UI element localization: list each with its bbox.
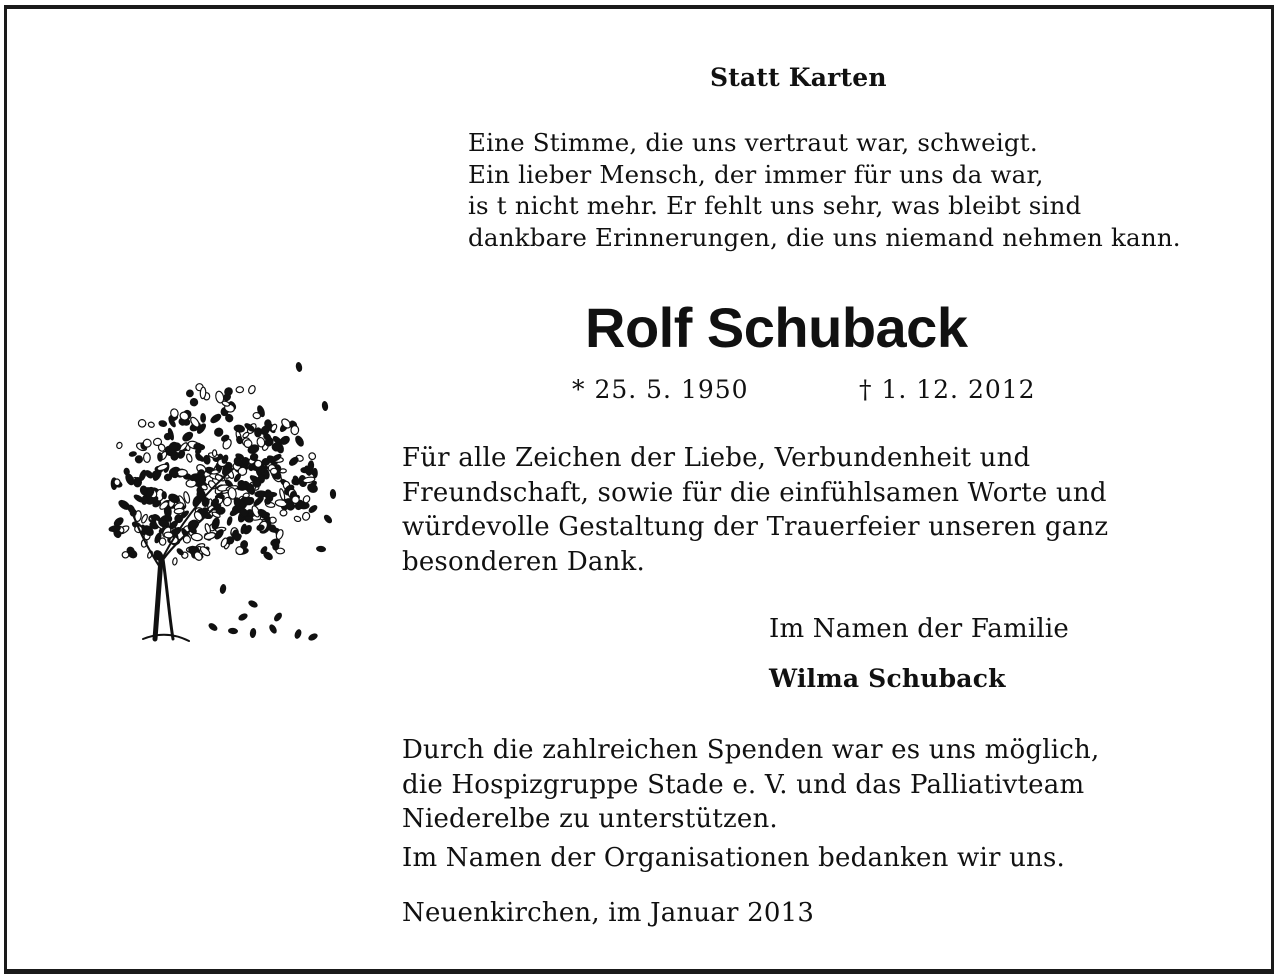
verse-line: Eine Stimme, die uns vertraut war, schweigt. [468, 128, 1038, 157]
verse-line: is t nicht mehr. Er fehlt uns sehr, was bleibt sind [468, 191, 1082, 220]
notice-heading: Statt Karten [710, 63, 887, 92]
thanks-paragraph [402, 441, 1108, 579]
deceased-name: Rolf Schuback [585, 296, 968, 359]
verse-line: dankbare Erinnerungen, die uns niemand nehmen kann. [468, 222, 1181, 252]
thanks-line: Für alle Zeichen der Liebe, Verbundenheit und [402, 443, 1031, 473]
thanks-line: besonderen Dank. [402, 546, 645, 577]
obituary-notice [4, 5, 1274, 974]
place-date: Neuenkirchen, im Januar 2013 [402, 898, 815, 928]
signer-name: Wilma Schuback [769, 664, 1006, 693]
organisations-thanks: Im Namen der Organisationen bedanken wir uns. [402, 843, 1065, 873]
donations-line: die Hospizgruppe Stade e. V. und das Palliativteam [402, 769, 1085, 800]
on-behalf-label: Im Namen der Familie [769, 614, 1069, 644]
verse-line: Ein lieber Mensch, der immer für uns da war, [468, 159, 1044, 189]
thanks-line: würdevolle Gestaltung der Trauerfeier unseren ganz [402, 512, 1109, 542]
windblown-tree-icon [103, 359, 343, 649]
donations-line: Niederelbe zu unterstützen. [402, 804, 778, 834]
donations-paragraph [402, 733, 1099, 837]
verse-block [468, 127, 1181, 253]
thanks-line: Freundschaft, sowie für die einfühlsamen Worte und [402, 477, 1107, 508]
death-date: † 1. 12. 2012 [859, 375, 1036, 404]
donations-line: Durch die zahlreichen Spenden war es uns möglich, [402, 735, 1100, 765]
birth-date: * 25. 5. 1950 [572, 375, 749, 404]
